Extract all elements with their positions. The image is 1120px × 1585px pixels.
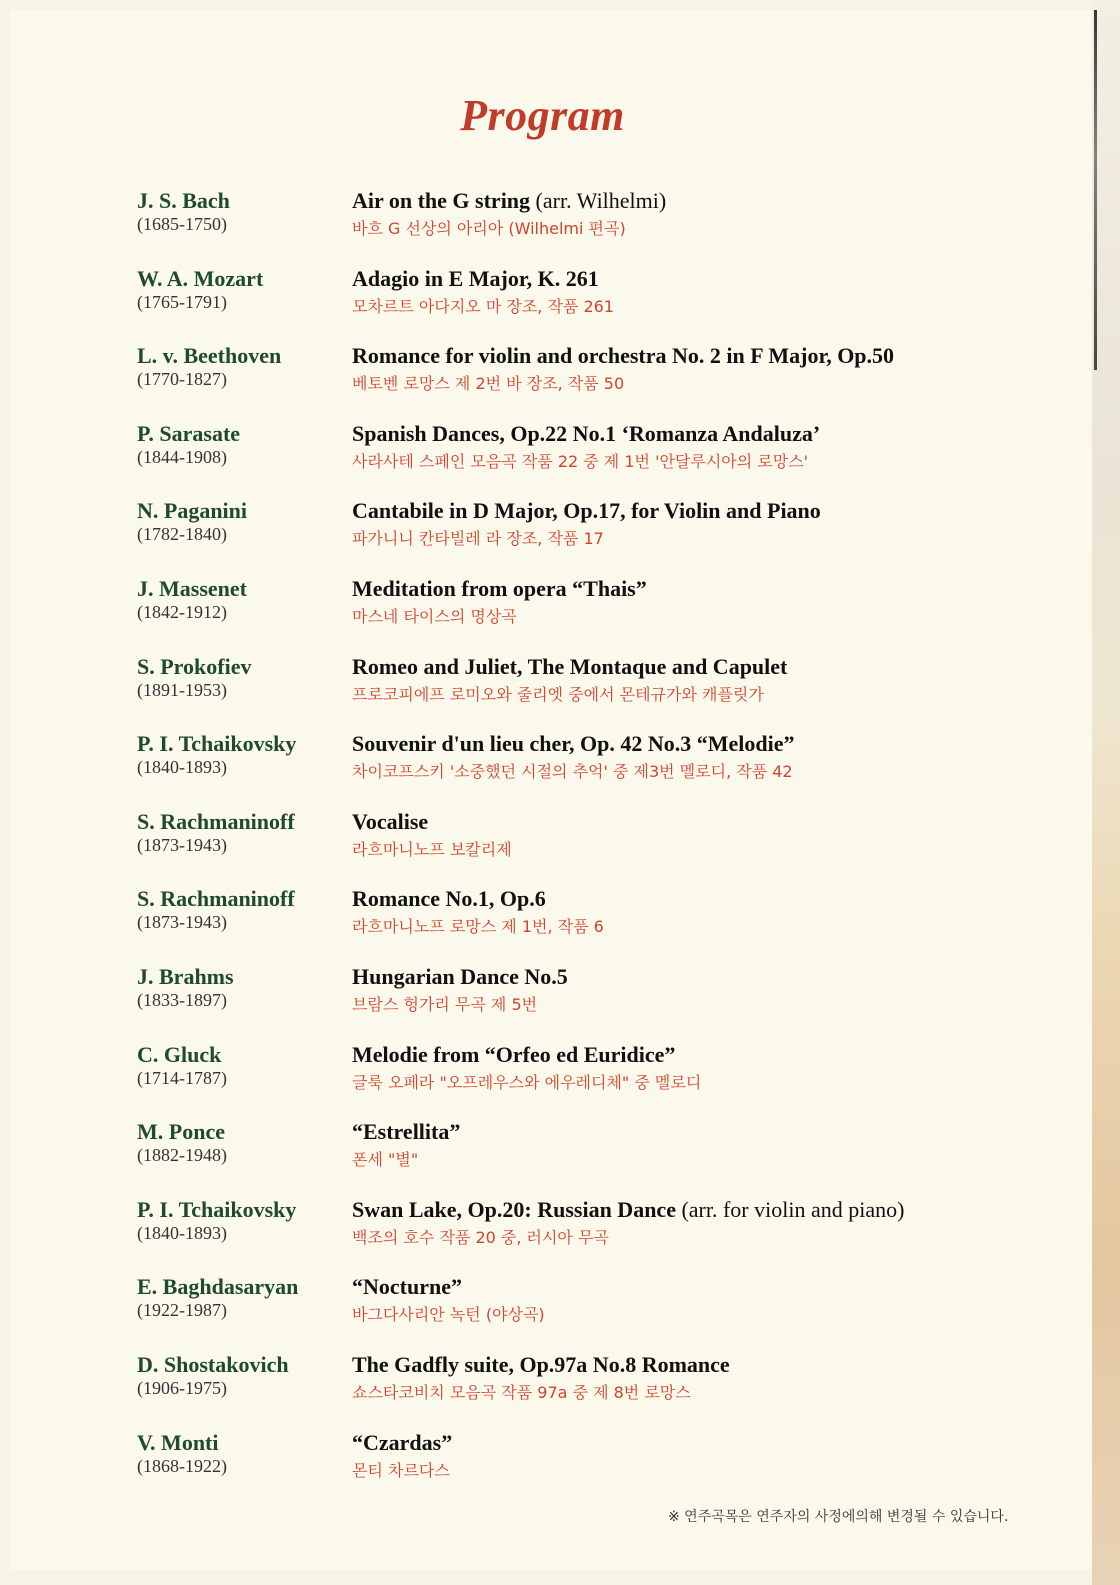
work-title-korean: 폰세 "별" — [352, 1150, 419, 1169]
composer-years: (1922-1987) — [137, 1300, 227, 1320]
work-title-main: Cantabile in D Major, Op.17, for Violin and Piano — [352, 498, 821, 523]
composer-years: (1868-1922) — [137, 1456, 227, 1476]
composer-years: (1906-1975) — [137, 1378, 227, 1398]
program-entry — [0, 188, 1080, 258]
work-title — [352, 1042, 675, 1068]
work-title-korean: 라흐마니노프 로망스 제 1번, 작품 6 — [352, 917, 604, 936]
composer-years: (1873-1943) — [137, 835, 227, 855]
program-entry — [0, 1197, 1080, 1267]
work-title-main: Adagio in E Major, K. 261 — [352, 266, 599, 291]
program-entry — [0, 809, 1080, 879]
work-title-korean: 라흐마니노프 보칼리제 — [352, 840, 512, 859]
page-edge-shadow — [1094, 10, 1097, 370]
composer-name: D. Shostakovich — [137, 1352, 289, 1377]
work-title-main: Romance for violin and orchestra No. 2 in F Major, Op.50 — [352, 343, 895, 368]
composer-years: (1840-1893) — [137, 757, 227, 777]
work-title-main: Meditation from opera “Thais” — [352, 576, 647, 601]
program-entry — [0, 1274, 1080, 1344]
composer-name: S. Rachmaninoff — [137, 886, 295, 911]
composer-name: J. S. Bach — [137, 188, 230, 213]
work-title — [352, 576, 647, 602]
composer-years: (1882-1948) — [137, 1145, 227, 1165]
work-title — [352, 1430, 452, 1456]
program-entry — [0, 1352, 1080, 1422]
work-title-main: Vocalise — [352, 809, 429, 834]
work-title — [352, 1352, 730, 1378]
work-title — [352, 266, 599, 292]
composer-years: (1765-1791) — [137, 292, 227, 312]
work-title-korean: 차이코프스키 '소중했던 시절의 추억' 중 제3번 멜로디, 작품 42 — [352, 762, 793, 781]
composer-years: (1844-1908) — [137, 447, 227, 467]
composer-name: W. A. Mozart — [137, 266, 264, 291]
work-title-korean: 사라사테 스페인 모음곡 작품 22 중 제 1번 '안달루시아의 로망스' — [352, 452, 809, 471]
program-entry — [0, 1119, 1080, 1189]
work-title — [352, 654, 787, 680]
program-entry — [0, 654, 1080, 724]
program-entry — [0, 1042, 1080, 1112]
composer-name: S. Prokofiev — [137, 654, 252, 679]
work-title — [352, 1119, 460, 1145]
work-title-korean: 쇼스타코비치 모음곡 작품 97a 중 제 8번 로망스 — [352, 1383, 691, 1402]
work-title — [352, 498, 821, 524]
work-title-korean: 글룩 오페라 "오프레우스와 에우레디체" 중 멜로디 — [352, 1073, 702, 1092]
composer-years: (1833-1897) — [137, 990, 227, 1010]
work-title-main: The Gadfly suite, Op.97a No.8 Romance — [352, 1352, 730, 1377]
composer-years: (1842-1912) — [137, 602, 227, 622]
composer-name: N. Paganini — [137, 498, 248, 523]
work-title-korean: 베토벤 로망스 제 2번 바 장조, 작품 50 — [352, 374, 625, 393]
work-title — [352, 343, 894, 369]
composer-years: (1770-1827) — [137, 369, 227, 389]
composer-name: S. Rachmaninoff — [137, 809, 295, 834]
composer-years: (1873-1943) — [137, 912, 227, 932]
work-arrangement: (arr. for violin and piano) — [675, 1197, 905, 1222]
composer-name: L. v. Beethoven — [137, 343, 282, 368]
composer-name: C. Gluck — [137, 1042, 222, 1067]
work-title-main: “Estrellita” — [352, 1119, 461, 1144]
program-entry — [0, 498, 1080, 568]
composer-name: M. Ponce — [137, 1119, 225, 1144]
composer-years: (1891-1953) — [137, 680, 227, 700]
work-title-main: Romeo and Juliet, The Montaque and Capulet — [352, 654, 788, 679]
page-title: Program — [460, 91, 625, 140]
composer-name: P. Sarasate — [137, 421, 241, 446]
composer-name: E. Baghdasaryan — [137, 1274, 299, 1299]
composer-years: (1840-1893) — [137, 1223, 227, 1243]
composer-name: P. I. Tchaikovsky — [137, 1197, 297, 1222]
work-title-korean: 브람스 헝가리 무곡 제 5번 — [352, 995, 538, 1014]
work-title-korean: 몬티 차르다스 — [352, 1461, 450, 1480]
work-title-korean: 프로코피에프 로미오와 줄리엣 중에서 몬테규가와 캐플릿가 — [352, 685, 764, 704]
work-title-main: Melodie from “Orfeo ed Euridice” — [352, 1042, 676, 1067]
work-title — [352, 964, 568, 990]
change-notice: ※ 연주곡목은 연주자의 사정에의해 변경될 수 있습니다. — [668, 1509, 1009, 1525]
work-title-main: Hungarian Dance No.5 — [352, 964, 568, 989]
composer-years: (1782-1840) — [137, 524, 227, 544]
work-title — [352, 886, 546, 912]
composer-years: (1685-1750) — [137, 214, 227, 234]
work-arrangement: (arr. Wilhelmi) — [530, 188, 667, 213]
program-entry — [0, 576, 1080, 646]
work-title — [352, 809, 428, 835]
work-title-korean: 바흐 G 선상의 아리아 (Wilhelmi 편곡) — [352, 219, 626, 238]
work-title — [352, 1274, 462, 1300]
work-title-korean: 바그다사리안 녹턴 (야상곡) — [352, 1305, 545, 1324]
work-title-main: Swan Lake, Op.20: Russian Dance — [352, 1197, 676, 1222]
program-entry — [0, 343, 1080, 413]
composer-years: (1714-1787) — [137, 1068, 227, 1088]
work-title — [352, 1197, 904, 1223]
program-entry — [0, 886, 1080, 956]
work-title-main: Spanish Dances, Op.22 No.1 ‘Romanza Andaluza’ — [352, 421, 821, 446]
program-entry — [0, 1430, 1080, 1500]
work-title-main: Souvenir d'un lieu cher, Op. 42 No.3 “Melodie” — [352, 731, 795, 756]
work-title — [352, 421, 820, 447]
composer-name: J. Massenet — [137, 576, 247, 601]
work-title-korean: 백조의 호수 작품 20 중, 러시아 무곡 — [352, 1228, 609, 1247]
work-title-main: Air on the G string — [352, 188, 531, 213]
work-title-main: “Czardas” — [352, 1430, 453, 1455]
work-title-korean: 파가니니 칸타빌레 라 장조, 작품 17 — [352, 529, 604, 548]
program-entry — [0, 964, 1080, 1034]
program-entry — [0, 266, 1080, 336]
program-entry — [0, 421, 1080, 491]
work-title-main: Romance No.1, Op.6 — [352, 886, 546, 911]
composer-name: J. Brahms — [137, 964, 234, 989]
program-entry — [0, 731, 1080, 801]
work-title-main: “Nocturne” — [352, 1274, 462, 1299]
work-title-korean: 모차르트 아다지오 마 장조, 작품 261 — [352, 297, 614, 316]
composer-name: V. Monti — [137, 1430, 219, 1455]
work-title — [352, 731, 795, 757]
composer-name: P. I. Tchaikovsky — [137, 731, 297, 756]
work-title-korean: 마스네 타이스의 명상곡 — [352, 607, 517, 626]
work-title — [352, 188, 666, 214]
